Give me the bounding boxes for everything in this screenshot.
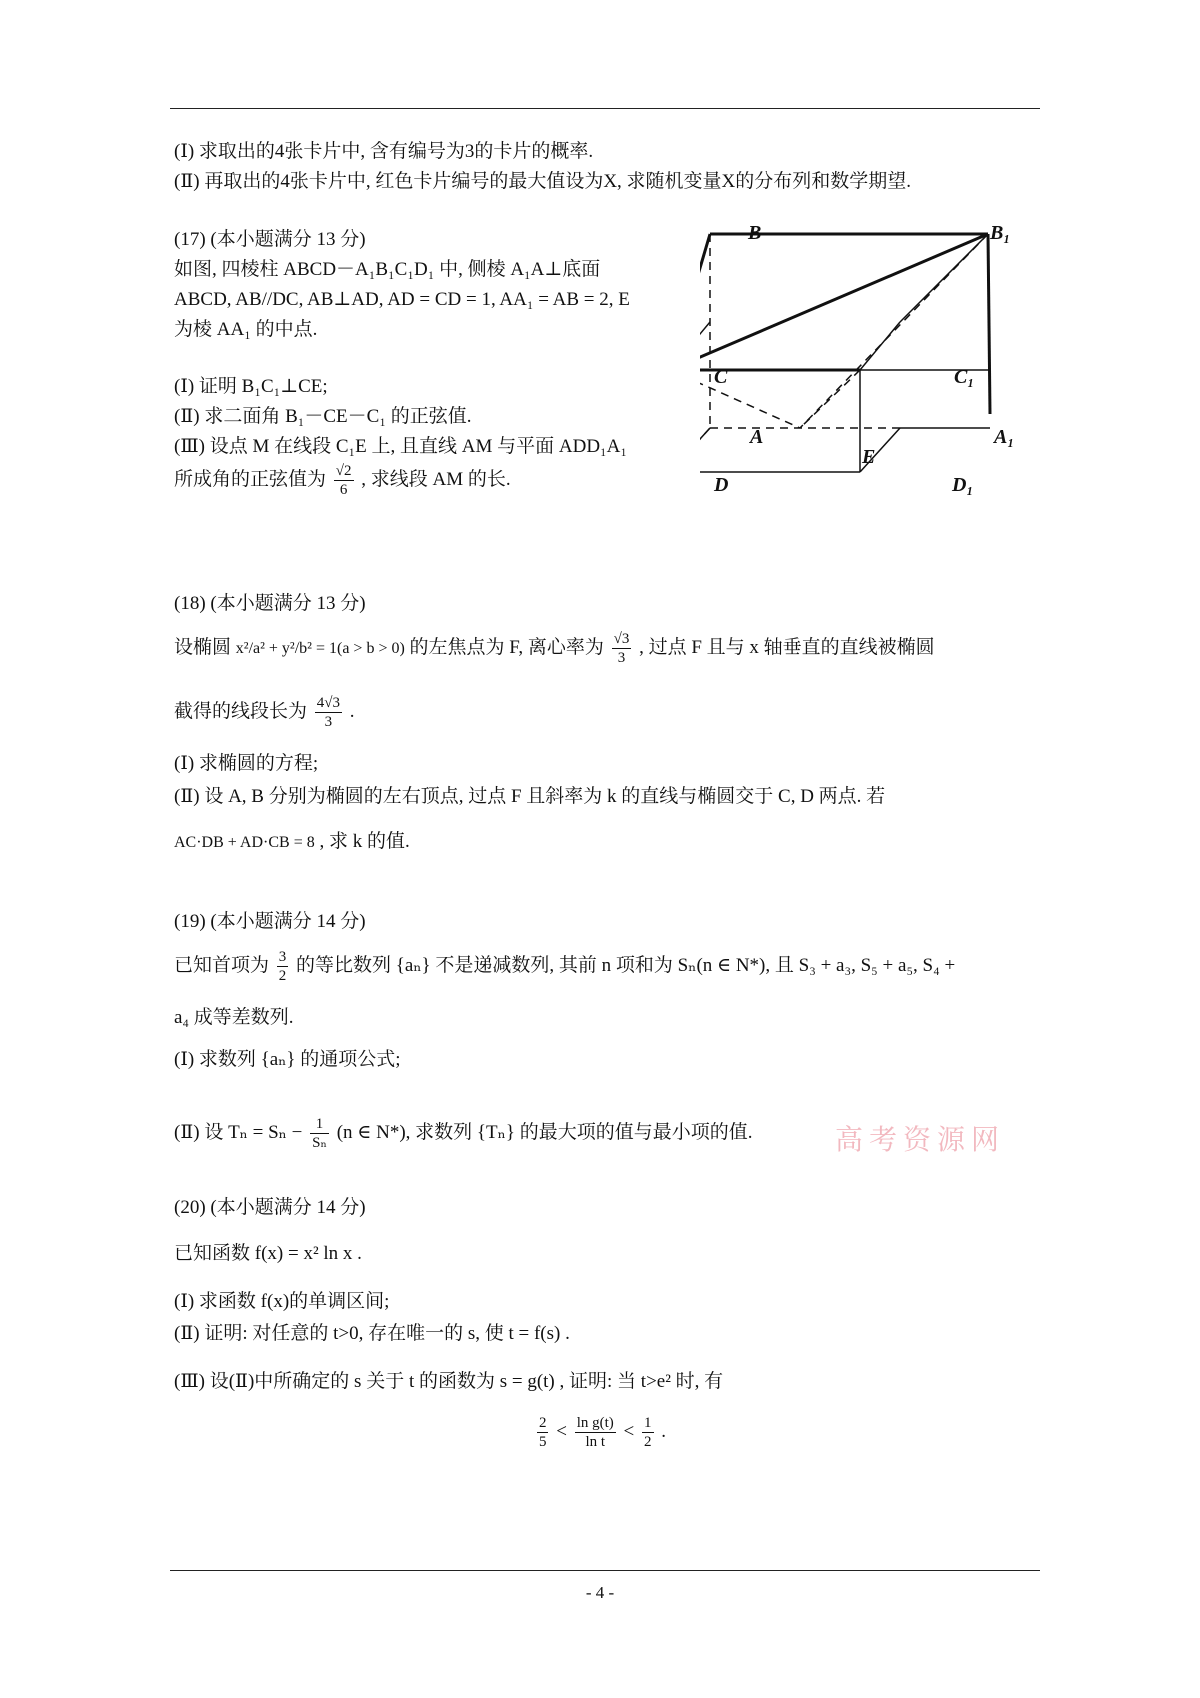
- label-D: D: [714, 474, 729, 496]
- label-C: C: [714, 366, 728, 388]
- q17-part2: (Ⅱ) 求二面角 B₁－CE－C₁ 的正弦值.: [174, 406, 472, 427]
- fraction-denominator: 5: [538, 1434, 547, 1450]
- less-than: <: [623, 1420, 635, 1442]
- label-B1: B₁: [990, 222, 1011, 244]
- q20-stem: 已知函数 f(x) = x² ln x .: [174, 1243, 362, 1264]
- fraction-numerator: √2: [335, 463, 352, 479]
- q16-part1: (Ⅰ) 求取出的4张卡片中, 含有编号为3的卡片的概率.: [174, 141, 594, 162]
- left-fraction: [537, 1414, 549, 1451]
- fraction-denominator: 3: [324, 714, 333, 730]
- q18-text-mid: 的左焦点为 F, 离心率为: [409, 636, 604, 658]
- less-than: <: [556, 1420, 567, 1442]
- q18-text-post: , 过点 F 且与 x 轴垂直的直线被椭圆: [639, 636, 935, 658]
- q19-part1: (Ⅰ) 求数列 {aₙ} 的通项公式;: [174, 1049, 401, 1070]
- fraction-numerator: 1: [310, 1115, 329, 1134]
- vector-equation: AC·DB + AD·CB = 8: [174, 834, 315, 851]
- q19-text-mid: 的等比数列 {aₙ} 不是递减数列, 其前 n 项和为 Sₙ(n ∈ N*), 且 S₃ + a₃, S₅ + a₅, S₄ +: [296, 954, 956, 976]
- label-E: E: [862, 446, 876, 468]
- fraction-denominator: ln t: [585, 1434, 606, 1450]
- ellipse-equation: x²/a² + y²/b² = 1(a > b > 0): [235, 639, 405, 657]
- q17-part3-line2: [174, 462, 511, 499]
- q17-stem-line1: 如图, 四棱柱 ABCD－A₁B₁C₁D₁ 中, 侧棱 A₁A⊥底面: [174, 259, 601, 280]
- label-C1: C₁: [954, 366, 975, 388]
- first-term-fraction: [277, 948, 289, 985]
- label-D1: D₁: [952, 474, 974, 496]
- q18-stem-line1: [174, 630, 935, 667]
- q19-text-pre: 已知首项为: [174, 954, 270, 976]
- q17-part3-text-pre: 所成角的正弦值为: [174, 468, 327, 490]
- q20-inequality: [0, 1414, 1200, 1451]
- q20-part2: (Ⅱ) 证明: 对任意的 t>0, 存在唯一的 s, 使 t = f(s) .: [174, 1323, 570, 1344]
- fraction-denominator: 2: [278, 968, 287, 984]
- page-number: - 4 -: [585, 1583, 615, 1602]
- label-A: A: [750, 426, 764, 448]
- period: .: [661, 1420, 666, 1442]
- q18-part1: (Ⅰ) 求椭圆的方程;: [174, 753, 319, 774]
- q17-part3-text-post: , 求线段 AM 的长.: [361, 468, 511, 490]
- q20-part1: (Ⅰ) 求函数 f(x)的单调区间;: [174, 1291, 390, 1312]
- q19-stem-line1: [174, 948, 955, 985]
- label-B: B: [748, 222, 762, 244]
- q18-header: (18) (本小题满分 13 分): [174, 593, 366, 614]
- q17-stem-line3: 为棱 AA₁ 的中点.: [174, 319, 318, 340]
- q20-part3: (Ⅲ) 设(Ⅱ)中所确定的 s 关于 t 的函数为 s = g(t) , 证明: 当 t>e² 时, 有: [174, 1371, 724, 1392]
- right-fraction: [642, 1414, 654, 1451]
- fraction-denominator: 2: [644, 1434, 652, 1450]
- fraction-numerator: ln g(t): [576, 1415, 614, 1431]
- segment-length-fraction: [315, 694, 342, 731]
- q17-part3-line1: (Ⅲ) 设点 M 在线段 C₁E 上, 且直线 AM 与平面 ADD₁A₁: [174, 436, 628, 457]
- q18-text-pre: 设椭圆: [174, 636, 232, 658]
- q18-stem-line2: [174, 694, 355, 731]
- prism-figure: [700, 222, 1020, 502]
- q17-part1: (Ⅰ) 证明 B₁C₁⊥CE;: [174, 376, 328, 397]
- middle-fraction: [575, 1414, 616, 1451]
- fraction-numerator: 2: [538, 1415, 547, 1431]
- fraction-numerator: √3: [613, 631, 630, 647]
- fraction-numerator: 1: [644, 1415, 652, 1431]
- footer-rule: [170, 1570, 1040, 1571]
- q19-part2-post: (n ∈ N*), 求数列 {Tₙ} 的最大项的值与最小项的值.: [336, 1121, 753, 1143]
- q19-part2-pre: (Ⅱ) 设 Tₙ = Sₙ −: [174, 1121, 303, 1143]
- q18-text2-post: .: [349, 700, 355, 722]
- fraction: [334, 462, 354, 499]
- q18-part2-line2: [174, 830, 410, 855]
- watermark: 高考资源网: [835, 1123, 1006, 1156]
- label-A1: A₁: [994, 426, 1015, 448]
- q18-text2-pre: 截得的线段长为: [174, 700, 308, 722]
- eccentricity-fraction: [612, 630, 632, 667]
- q20-header: (20) (本小题满分 14 分): [174, 1197, 366, 1218]
- q19-header: (19) (本小题满分 14 分): [174, 911, 366, 932]
- fraction-denominator: 3: [617, 650, 626, 666]
- reciprocal-fraction: [310, 1115, 329, 1152]
- q16-part2: (Ⅱ) 再取出的4张卡片中, 红色卡片编号的最大值设为X, 求随机变量X的分布列和数学期望.: [174, 171, 912, 192]
- q19-part2: [174, 1115, 752, 1152]
- fraction-denominator: 6: [339, 482, 348, 498]
- fraction-numerator: 3: [278, 949, 287, 965]
- q17-stem-line2: ABCD, AB//DC, AB⊥AD, AD = CD = 1, AA₁ = AB = 2, E: [174, 289, 630, 310]
- q18-part2-post: , 求 k 的值.: [319, 831, 410, 852]
- header-rule: [170, 108, 1040, 109]
- q19-stem-line2: a₄ 成等差数列.: [174, 1007, 294, 1028]
- fraction-denominator: Sₙ: [312, 1135, 327, 1151]
- q18-part2: (Ⅱ) 设 A, B 分别为椭圆的左右顶点, 过点 F 且斜率为 k 的直线与椭圆交于 C, D 两点. 若: [174, 786, 886, 807]
- fraction-numerator: 4√3: [316, 695, 340, 711]
- q17-header: (17) (本小题满分 13 分): [174, 229, 366, 250]
